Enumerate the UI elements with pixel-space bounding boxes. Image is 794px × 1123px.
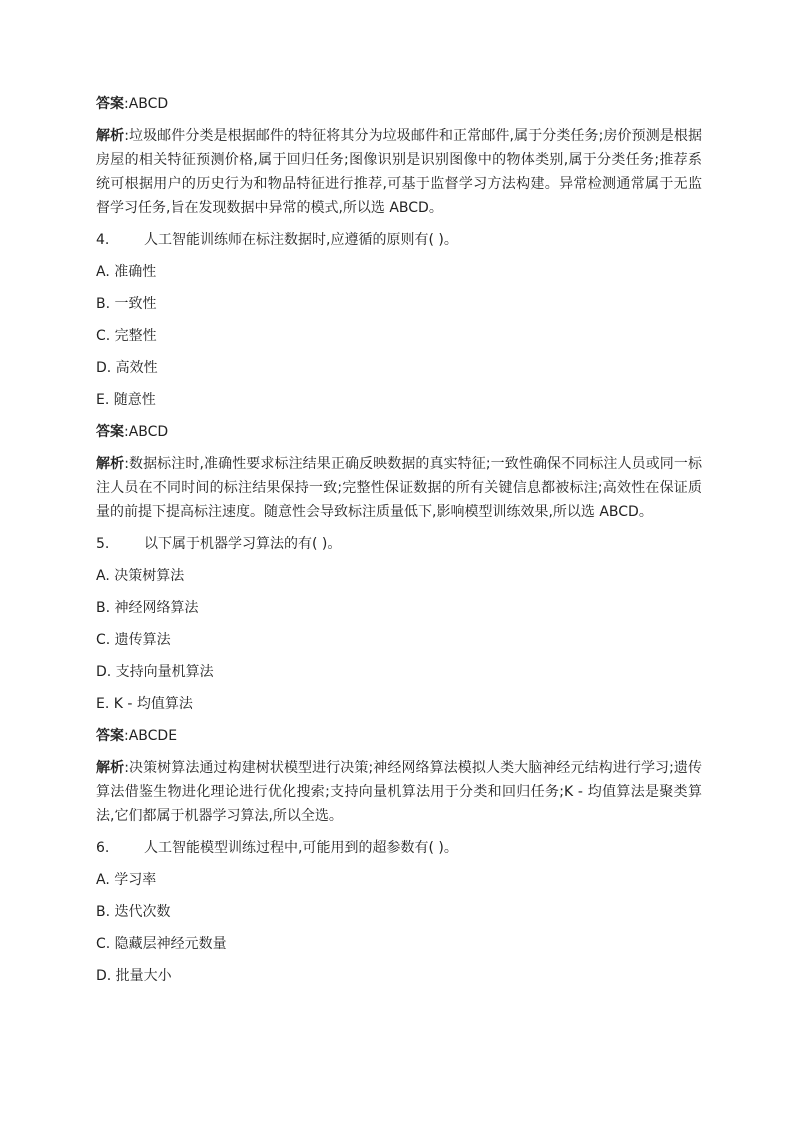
question-6-text: 人工智能模型训练过程中,可能用到的超参数有( )。 [144,840,458,856]
q5-option-d: D. 支持向量机算法 [96,664,214,680]
q4-option-d: D. 高效性 [96,360,158,376]
question-5-stem [96,532,702,556]
answer-colon: : [124,96,129,112]
question-5 [96,532,702,828]
prev-answer-section [96,92,702,220]
question-6-stem [96,836,702,860]
q4-explanation-text: 数据标注时,准确性要求标注结果正确反映数据的真实特征;一致性确保不同标注人员或同一标注人员在不同时间的标注结果保持一致;完整性保证数据的所有关键信息都被标注;高效性在保证质量的前提下提高标注速度。随意性会导致标注质量低下,影响模型训练效果,所以选 ABCD。 [96,456,702,520]
q5-option-b: B. 神经网络算法 [96,600,199,616]
q5-explanation [96,756,702,828]
prev-answer [96,92,702,116]
explanation-label: 解析 [96,760,125,776]
prev-answer-value: ABCD [128,96,169,112]
q5-answer [96,724,702,748]
prev-explanation-text: 垃圾邮件分类是根据邮件的特征将其分为垃圾邮件和正常邮件,属于分类任务;房价预测是根据房屋的相关特征预测价格,属于回归任务;图像识别是识别图像中的物体类别,属于分类任务;推荐系统可根据用户的历史行为和物品特征进行推荐,可基于监督学习方法构建。异常检测通常属于无监督学习任务,旨在发现数据中异常的模式,所以选 ABCD。 [96,128,702,216]
answer-label: 答案 [96,96,124,112]
question-4-number: 4. [96,232,110,248]
prev-explanation [96,124,702,220]
question-4-stem [96,228,702,252]
answer-label: 答案 [96,728,124,744]
q6-option-c: C. 隐藏层神经元数量 [96,936,227,952]
answer-colon: : [124,728,129,744]
question-5-number: 5. [96,536,110,552]
question-4 [96,228,702,524]
answer-label: 答案 [96,424,124,440]
q6-option-d: D. 批量大小 [96,968,172,984]
q4-option-b: B. 一致性 [96,296,157,312]
q5-option-a: A. 决策树算法 [96,568,185,584]
question-6 [96,836,702,988]
question-5-text: 以下属于机器学习算法的有( )。 [144,536,342,552]
q4-option-e: E. 随意性 [96,392,156,408]
q6-option-b: B. 迭代次数 [96,904,171,920]
explanation-colon: : [124,760,129,776]
q4-answer-value: ABCD [128,424,169,440]
explanation-colon: : [124,128,129,144]
q5-explanation-text: 决策树算法通过构建树状模型进行决策;神经网络算法模拟人类大脑神经元结构进行学习;遗传算法借鉴生物进化理论进行优化搜索;支持向量机算法用于分类和回归任务;K - 均值算法是聚类算法,它们都属于机器学习算法,所以全选。 [96,760,703,824]
q4-option-a: A. 准确性 [96,264,157,280]
q4-answer [96,420,702,444]
q4-explanation [96,452,702,524]
explanation-colon: : [124,456,129,472]
q4-option-c: C. 完整性 [96,328,157,344]
explanation-label: 解析 [96,128,125,144]
question-4-text: 人工智能训练师在标注数据时,应遵循的原则有( )。 [144,232,458,248]
document-page [96,92,702,996]
q5-answer-value: ABCDE [128,728,178,744]
explanation-label: 解析 [96,456,125,472]
question-6-number: 6. [96,840,110,856]
q5-option-e: E. K - 均值算法 [96,696,193,712]
q5-option-c: C. 遗传算法 [96,632,171,648]
answer-colon: : [124,424,129,440]
q6-option-a: A. 学习率 [96,872,157,888]
